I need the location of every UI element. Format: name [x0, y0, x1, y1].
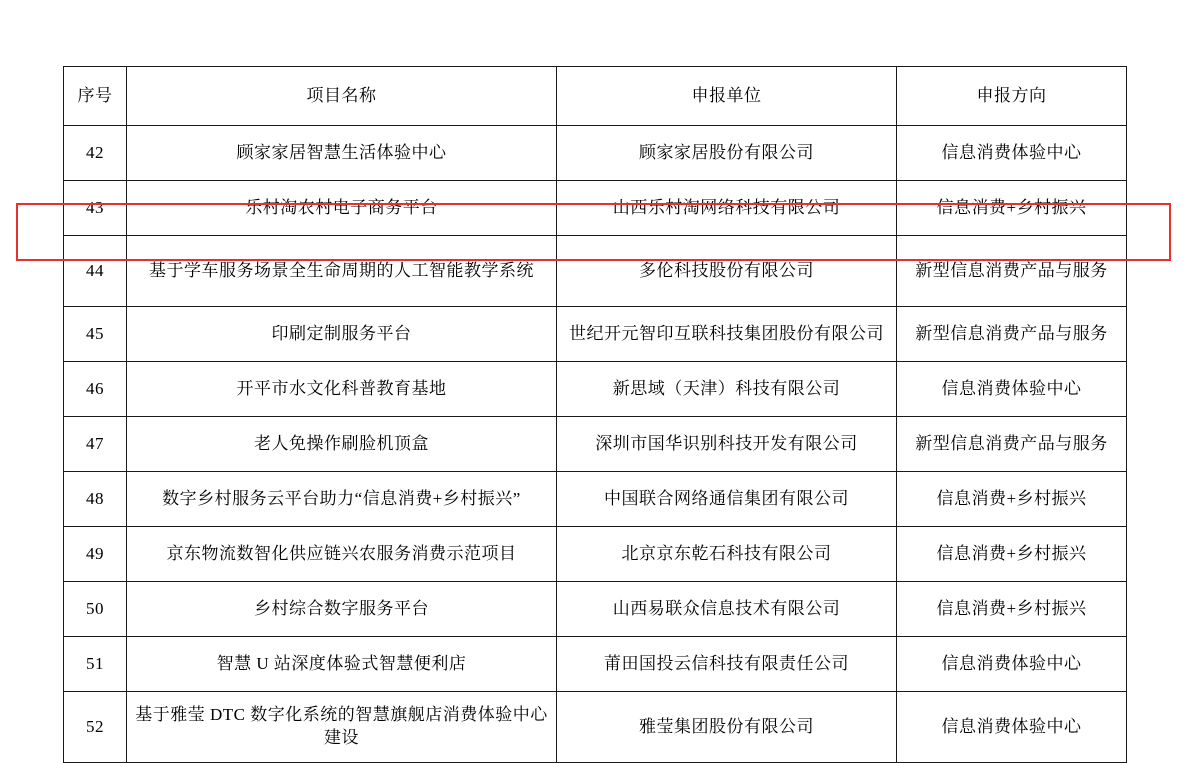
column-header-index: 序号: [64, 67, 127, 126]
cell-application-direction: 信息消费体验中心: [897, 126, 1127, 181]
project-table-container: [63, 66, 1126, 763]
table-row-highlighted: [64, 236, 1127, 307]
table-row: [64, 692, 1127, 763]
cell-project-name: 印刷定制服务平台: [127, 307, 557, 362]
cell-applicant-unit: 北京京东乾石科技有限公司: [557, 527, 897, 582]
column-header-application-direction: 申报方向: [897, 67, 1127, 126]
cell-application-direction: 信息消费+乡村振兴: [897, 472, 1127, 527]
cell-applicant-unit: 雅莹集团股份有限公司: [557, 692, 897, 763]
table-row: [64, 307, 1127, 362]
table-row: [64, 637, 1127, 692]
cell-application-direction: 新型信息消费产品与服务: [897, 307, 1127, 362]
cell-application-direction: 信息消费+乡村振兴: [897, 181, 1127, 236]
cell-index: 45: [64, 307, 127, 362]
cell-applicant-unit: 新思域（天津）科技有限公司: [557, 362, 897, 417]
cell-index: 49: [64, 527, 127, 582]
cell-index: 46: [64, 362, 127, 417]
table-row: [64, 582, 1127, 637]
cell-project-name: 乐村淘农村电子商务平台: [127, 181, 557, 236]
cell-application-direction: 信息消费+乡村振兴: [897, 527, 1127, 582]
cell-applicant-unit: 多伦科技股份有限公司: [557, 236, 897, 307]
cell-project-name: [127, 692, 557, 763]
cell-applicant-unit: 山西乐村淘网络科技有限公司: [557, 181, 897, 236]
project-name-line-1: 基于雅莹 DTC 数字化系统的智慧旗舰店消费体验中心: [135, 705, 548, 725]
cell-application-direction: 信息消费体验中心: [897, 362, 1127, 417]
cell-application-direction: 信息消费+乡村振兴: [897, 582, 1127, 637]
cell-index: 52: [64, 692, 127, 763]
cell-application-direction: 新型信息消费产品与服务: [897, 236, 1127, 307]
cell-project-name: 数字乡村服务云平台助力“信息消费+乡村振兴”: [127, 472, 557, 527]
table-row: [64, 527, 1127, 582]
cell-project-name: 京东物流数智化供应链兴农服务消费示范项目: [127, 527, 557, 582]
table-body: [64, 126, 1127, 763]
table-header: [64, 67, 1127, 126]
cell-index: 51: [64, 637, 127, 692]
cell-applicant-unit: 世纪开元智印互联科技集团股份有限公司: [557, 307, 897, 362]
cell-applicant-unit: 中国联合网络通信集团有限公司: [557, 472, 897, 527]
cell-applicant-unit: 莆田国投云信科技有限责任公司: [557, 637, 897, 692]
cell-index: 43: [64, 181, 127, 236]
column-header-applicant-unit: 申报单位: [557, 67, 897, 126]
project-name-line-2: 建设: [324, 728, 359, 747]
project-table: [63, 66, 1127, 763]
table-row: [64, 126, 1127, 181]
cell-applicant-unit: 山西易联众信息技术有限公司: [557, 582, 897, 637]
table-row: [64, 181, 1127, 236]
table-row: [64, 472, 1127, 527]
cell-application-direction: 信息消费体验中心: [897, 692, 1127, 763]
cell-index: 44: [64, 236, 127, 307]
column-header-project-name: 项目名称: [127, 67, 557, 126]
cell-project-name: 老人免操作刷脸机顶盒: [127, 417, 557, 472]
cell-application-direction: 新型信息消费产品与服务: [897, 417, 1127, 472]
cell-index: 42: [64, 126, 127, 181]
cell-application-direction: 信息消费体验中心: [897, 637, 1127, 692]
table-row: [64, 417, 1127, 472]
table-row: [64, 362, 1127, 417]
cell-applicant-unit: 深圳市国华识别科技开发有限公司: [557, 417, 897, 472]
cell-index: 47: [64, 417, 127, 472]
cell-applicant-unit: 顾家家居股份有限公司: [557, 126, 897, 181]
cell-index: 48: [64, 472, 127, 527]
cell-project-name: 顾家家居智慧生活体验中心: [127, 126, 557, 181]
cell-project-name: 智慧 U 站深度体验式智慧便利店: [127, 637, 557, 692]
cell-project-name: 开平市水文化科普教育基地: [127, 362, 557, 417]
cell-index: 50: [64, 582, 127, 637]
cell-project-name: 乡村综合数字服务平台: [127, 582, 557, 637]
table-header-row: [64, 67, 1127, 126]
cell-project-name: 基于学车服务场景全生命周期的人工智能教学系统: [127, 236, 557, 307]
